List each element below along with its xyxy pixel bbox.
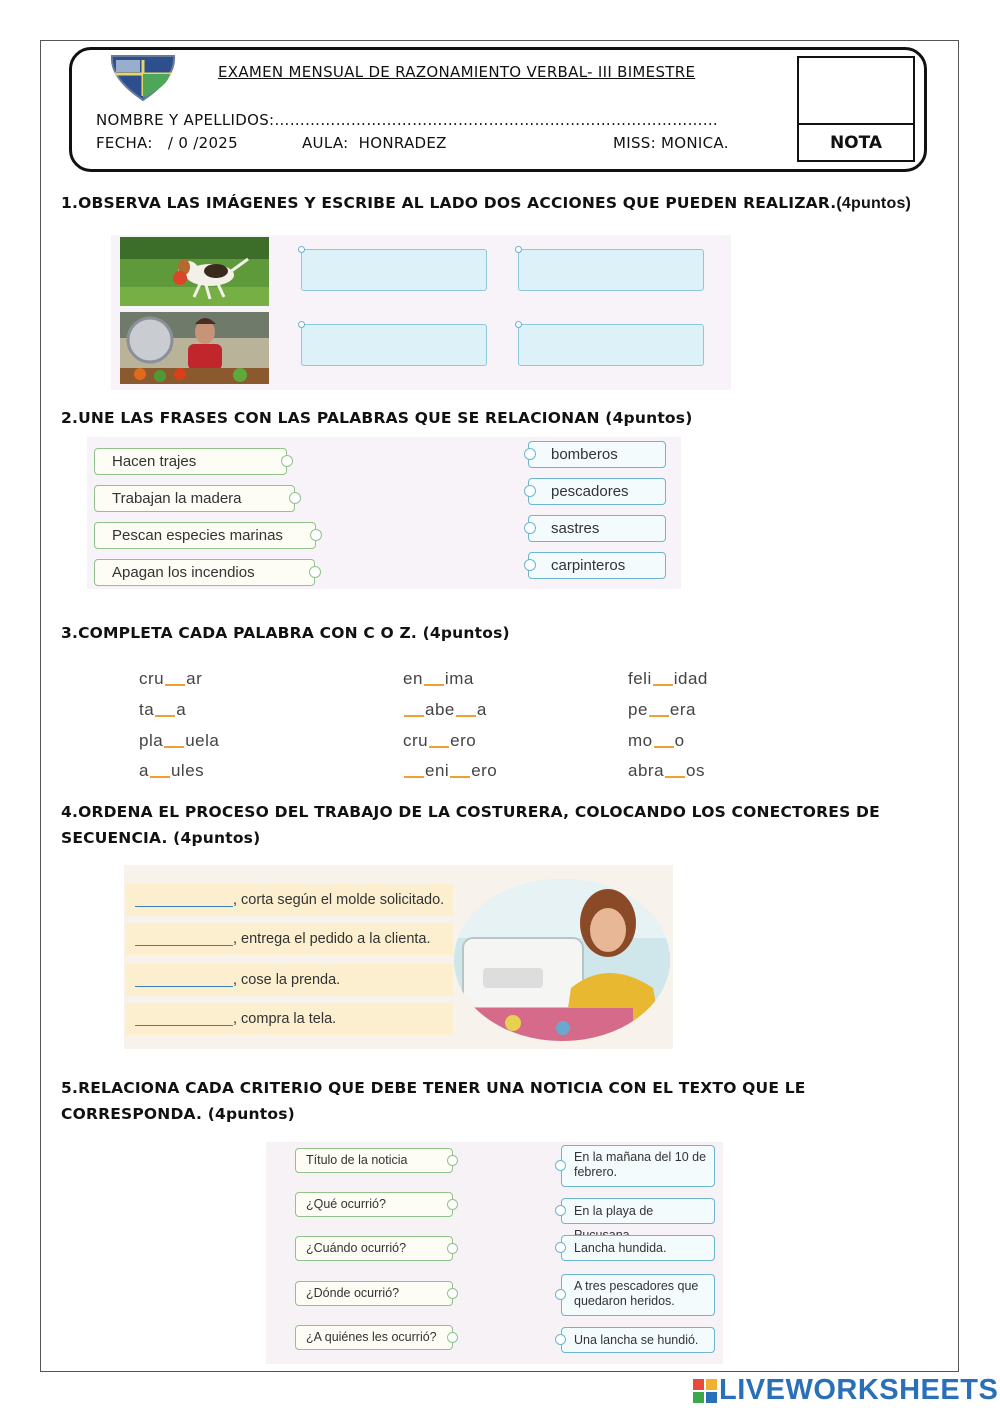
pin-icon bbox=[298, 321, 305, 328]
letter-blank[interactable] bbox=[665, 776, 685, 778]
classroom-label: AULA: HONRADEZ bbox=[302, 134, 447, 152]
question-1-instruction bbox=[61, 190, 911, 217]
word-item: eni ero bbox=[403, 761, 497, 781]
word-item: a ules bbox=[139, 761, 205, 780]
pin-icon bbox=[515, 321, 522, 328]
word-tag[interactable]: sastres bbox=[528, 515, 666, 542]
connector-dot-icon[interactable] bbox=[310, 529, 322, 541]
connector-dot-icon[interactable] bbox=[289, 492, 301, 504]
letter-blank[interactable] bbox=[653, 684, 673, 686]
connector-dot-icon[interactable] bbox=[555, 1242, 566, 1253]
connector-dot-icon[interactable] bbox=[524, 559, 536, 571]
letter-blank[interactable] bbox=[404, 715, 424, 717]
connector-dot-icon[interactable] bbox=[447, 1243, 458, 1254]
letter-blank[interactable] bbox=[164, 746, 184, 748]
answer-box-cook-2[interactable] bbox=[518, 324, 704, 366]
phrase-tag[interactable]: Apagan los incendios bbox=[94, 559, 315, 586]
question-4-instruction: 4.ORDENA EL PROCESO DEL TRABAJO DE LA COSTURERA, COLOCANDO LOS CONECTORES DE SECUENCIA. (4puntos) bbox=[61, 803, 880, 847]
pin-icon bbox=[515, 246, 522, 253]
grade-label: NOTA bbox=[829, 133, 883, 153]
word-item: en ima bbox=[403, 669, 474, 688]
date-field-label[interactable]: FECHA: / 0 /2025 bbox=[96, 134, 238, 152]
question-3-instruction: 3.COMPLETA CADA PALABRA CON C O Z. (4puntos) bbox=[61, 624, 510, 642]
connector-dot-icon[interactable] bbox=[447, 1155, 458, 1166]
teacher-label: MISS: MONICA. bbox=[613, 134, 729, 152]
criterion-tag[interactable]: ¿Qué ocurrió? bbox=[295, 1192, 453, 1217]
word-item: cru ero bbox=[403, 731, 477, 750]
connector-dot-icon[interactable] bbox=[447, 1288, 458, 1299]
news-text-tag[interactable]: A tres pescadores que quedaron heridos. bbox=[561, 1274, 715, 1316]
word-tag[interactable]: pescadores bbox=[528, 478, 666, 505]
letter-blank[interactable] bbox=[424, 684, 444, 686]
letter-blank[interactable] bbox=[165, 684, 185, 686]
connector-dot-icon[interactable] bbox=[555, 1205, 566, 1216]
liveworksheets-brand: LIVEWORKSHEETS bbox=[719, 1374, 999, 1406]
criterion-tag[interactable]: ¿Dónde ocurrió? bbox=[295, 1281, 453, 1306]
dog-running-photo bbox=[120, 237, 269, 306]
word-item: abe a bbox=[403, 700, 487, 720]
connector-input[interactable] bbox=[135, 906, 233, 907]
letter-blank[interactable] bbox=[155, 715, 175, 717]
word-item: cru ar bbox=[139, 669, 203, 688]
sequence-step: , entrega el pedido a la clienta. bbox=[125, 923, 453, 955]
letter-blank[interactable] bbox=[450, 776, 470, 778]
news-text-tag[interactable]: Lancha hundida. bbox=[561, 1235, 715, 1261]
phrase-tag[interactable]: Pescan especies marinas bbox=[94, 522, 316, 549]
word-item: pe era bbox=[628, 700, 696, 719]
sequence-step: , cose la prenda. bbox=[125, 964, 453, 996]
word-item: pla uela bbox=[139, 731, 220, 750]
connector-dot-icon[interactable] bbox=[309, 566, 321, 578]
seamstress-photo bbox=[453, 878, 671, 1042]
connector-dot-icon[interactable] bbox=[524, 522, 536, 534]
connector-dot-icon[interactable] bbox=[555, 1334, 566, 1345]
question-2-instruction: 2.UNE LAS FRASES CON LAS PALABRAS QUE SE RELACIONAN (4puntos) bbox=[61, 409, 693, 427]
word-tag[interactable]: carpinteros bbox=[528, 552, 666, 579]
exam-title: EXAMEN MENSUAL DE RAZONAMIENTO VERBAL- III BIMESTRE bbox=[218, 63, 696, 81]
news-text-tag[interactable]: Una lancha se hundió. bbox=[561, 1327, 715, 1353]
word-item: ta a bbox=[139, 700, 187, 719]
criterion-tag[interactable]: ¿A quiénes les ocurrió? bbox=[295, 1325, 453, 1350]
phrase-tag[interactable]: Trabajan la madera bbox=[94, 485, 295, 512]
word-item: abra os bbox=[628, 761, 705, 780]
criterion-tag[interactable]: Título de la noticia bbox=[295, 1148, 453, 1173]
grade-box-divider bbox=[797, 123, 915, 125]
answer-box-dog-2[interactable] bbox=[518, 249, 704, 291]
connector-dot-icon[interactable] bbox=[281, 455, 293, 467]
letter-blank[interactable] bbox=[654, 746, 674, 748]
answer-box-dog-1[interactable] bbox=[301, 249, 487, 291]
name-field-label[interactable]: NOMBRE Y APELLIDOS:…………………………………………………………………………… bbox=[96, 111, 719, 129]
letter-blank[interactable] bbox=[649, 715, 669, 717]
letter-blank[interactable] bbox=[404, 776, 424, 778]
answer-box-cook-1[interactable] bbox=[301, 324, 487, 366]
sequence-step: , corta según el molde solicitado. bbox=[125, 884, 453, 916]
letter-blank[interactable] bbox=[429, 746, 449, 748]
connector-input[interactable] bbox=[135, 986, 233, 987]
phrase-tag[interactable]: Hacen trajes bbox=[94, 448, 287, 475]
question-1-points: (4puntos) bbox=[836, 195, 912, 212]
news-text-tag[interactable]: En la mañana del 10 de febrero. bbox=[561, 1145, 715, 1187]
connector-input[interactable] bbox=[135, 1025, 233, 1026]
criterion-tag[interactable]: ¿Cuándo ocurrió? bbox=[295, 1236, 453, 1261]
pin-icon bbox=[298, 246, 305, 253]
word-item: feli idad bbox=[628, 669, 708, 688]
connector-dot-icon[interactable] bbox=[447, 1199, 458, 1210]
word-tag[interactable]: bomberos bbox=[528, 441, 666, 468]
woman-cooking-photo bbox=[120, 312, 269, 384]
word-item: mo o bbox=[628, 731, 685, 750]
school-crest-icon bbox=[106, 52, 180, 102]
connector-input[interactable] bbox=[135, 945, 233, 946]
connector-dot-icon[interactable] bbox=[447, 1332, 458, 1343]
question-5-instruction: 5.RELACIONA CADA CRITERIO QUE DEBE TENER UNA NOTICIA CON EL TEXTO QUE LE CORRESPONDA. (4puntos) bbox=[61, 1079, 806, 1123]
letter-blank[interactable] bbox=[456, 715, 476, 717]
news-text-tag[interactable]: En la playa de bbox=[561, 1198, 715, 1224]
question-1-text: 1.OBSERVA LAS IMÁGENES Y ESCRIBE AL LADO DOS ACCIONES QUE PUEDEN REALIZAR. bbox=[61, 194, 837, 212]
connector-dot-icon[interactable] bbox=[524, 485, 536, 497]
sequence-step: , compra la tela. bbox=[125, 1003, 453, 1035]
liveworksheets-logo-icon bbox=[693, 1379, 717, 1403]
connector-dot-icon[interactable] bbox=[555, 1289, 566, 1300]
connector-dot-icon[interactable] bbox=[555, 1160, 566, 1171]
letter-blank[interactable] bbox=[150, 776, 170, 778]
connector-dot-icon[interactable] bbox=[524, 448, 536, 460]
